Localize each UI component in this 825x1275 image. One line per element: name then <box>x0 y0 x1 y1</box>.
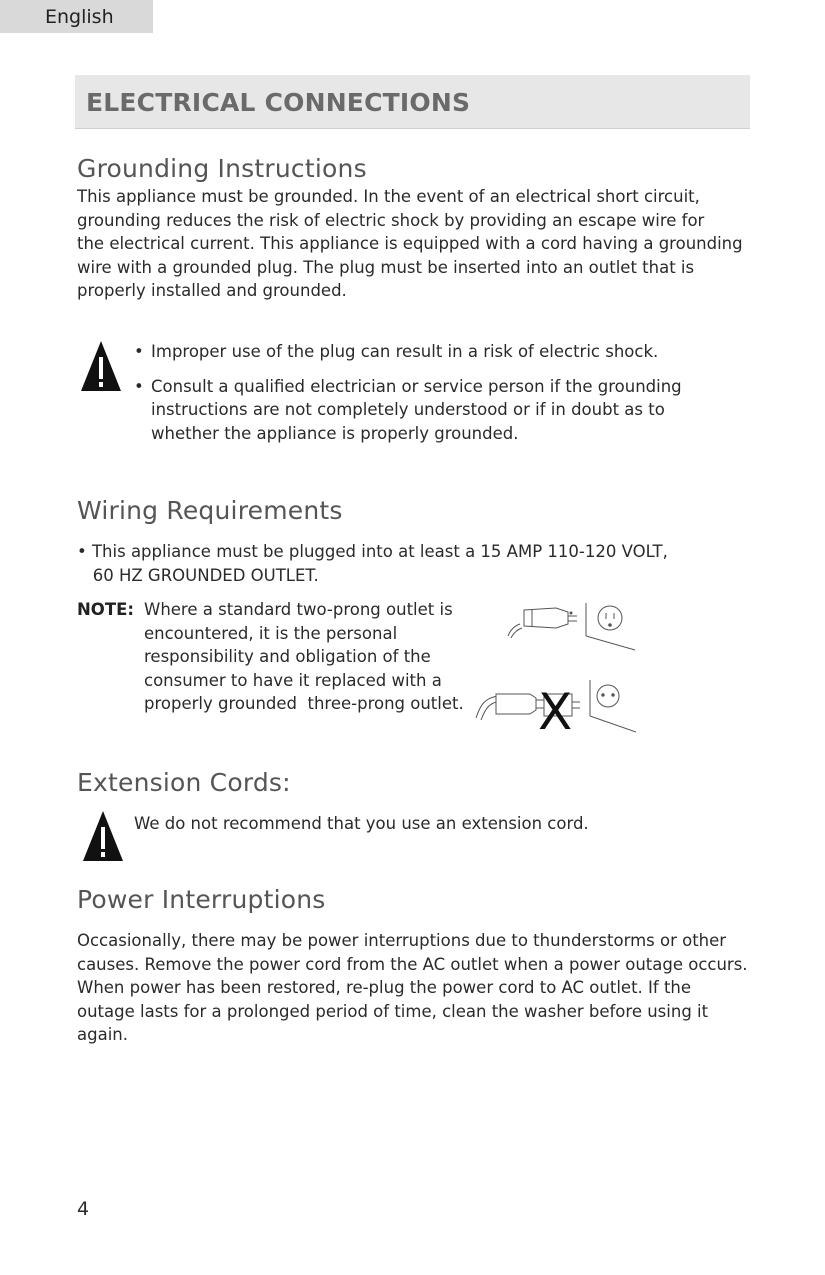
grounding-line: properly installed and grounded. <box>77 281 347 300</box>
section-title: ELECTRICAL CONNECTIONS <box>86 88 471 117</box>
wiring-line: 60 HZ GROUNDED OUTLET. <box>77 565 319 585</box>
wiring-bullet <box>77 540 668 587</box>
warning-line: instructions are not completely understood or if in doubt as to <box>151 400 665 419</box>
warning-line: whether the appliance is properly grounded. <box>151 423 519 443</box>
three-prong-outlet-icon <box>598 606 622 630</box>
language-tab: English <box>0 0 153 33</box>
power-line: again. <box>77 1025 128 1044</box>
note-line: consumer to have it replaced with a <box>144 670 442 690</box>
extension-heading: Extension Cords: <box>77 768 291 797</box>
grounding-line: wire with a grounded plug. The plug must be inserted into an outlet that is <box>77 257 695 277</box>
power-heading: Power Interruptions <box>77 885 326 914</box>
note-line: Where a standard two-prong outlet is <box>144 600 453 619</box>
grounding-heading: Grounding Instructions <box>77 154 367 183</box>
section-banner <box>75 75 750 129</box>
wiring-heading: Wiring Requirements <box>77 496 343 525</box>
grounding-line: This appliance must be grounded. In the event of an electrical short circuit, <box>77 187 700 206</box>
warning-line: Consult a qualified electrician or service person if the grounding <box>151 376 682 396</box>
bullet-dot: • <box>134 376 144 396</box>
note-line: properly grounded three-prong outlet. <box>144 694 464 713</box>
warning-item <box>134 340 682 364</box>
note-text <box>144 598 464 716</box>
cross-mark: X <box>538 683 573 738</box>
grounding-line: grounding reduces the risk of electric shock by providing an escape wire for <box>77 210 705 230</box>
grounding-paragraph <box>77 185 757 303</box>
power-paragraph <box>77 929 757 1047</box>
wiring-line: • This appliance must be plugged into at least a 15 AMP 110-120 VOLT, <box>77 542 668 561</box>
power-line: causes. Remove the power cord from the AC outlet when a power outage occurs. <box>77 954 748 974</box>
warning-icon <box>82 810 124 862</box>
grounding-line: the electrical current. This appliance is equipped with a cord having a grounding <box>77 234 743 253</box>
grounding-warnings <box>134 340 682 456</box>
power-line: When power has been restored, re-plug the power cord to AC outlet. If the <box>77 978 692 997</box>
note-line: responsibility and obligation of the <box>144 647 431 666</box>
bullet-dot: • <box>134 342 144 361</box>
warning-icon <box>80 340 122 392</box>
two-prong-outlet-icon <box>597 685 619 707</box>
warning-item <box>134 375 682 446</box>
plug-outlet-illustration <box>470 598 645 738</box>
power-line: outage lasts for a prolonged period of time, clean the washer before using it <box>77 1001 709 1021</box>
extension-text: We do not recommend that you use an extension cord. <box>134 814 589 833</box>
power-line: Occasionally, there may be power interruptions due to thunderstorms or other <box>77 931 727 950</box>
page-number: 4 <box>77 1198 90 1220</box>
warning-line: Improper use of the plug can result in a risk of electric shock. <box>151 342 659 361</box>
note-label: NOTE: <box>77 600 134 619</box>
note-line: encountered, it is the personal <box>144 623 398 643</box>
